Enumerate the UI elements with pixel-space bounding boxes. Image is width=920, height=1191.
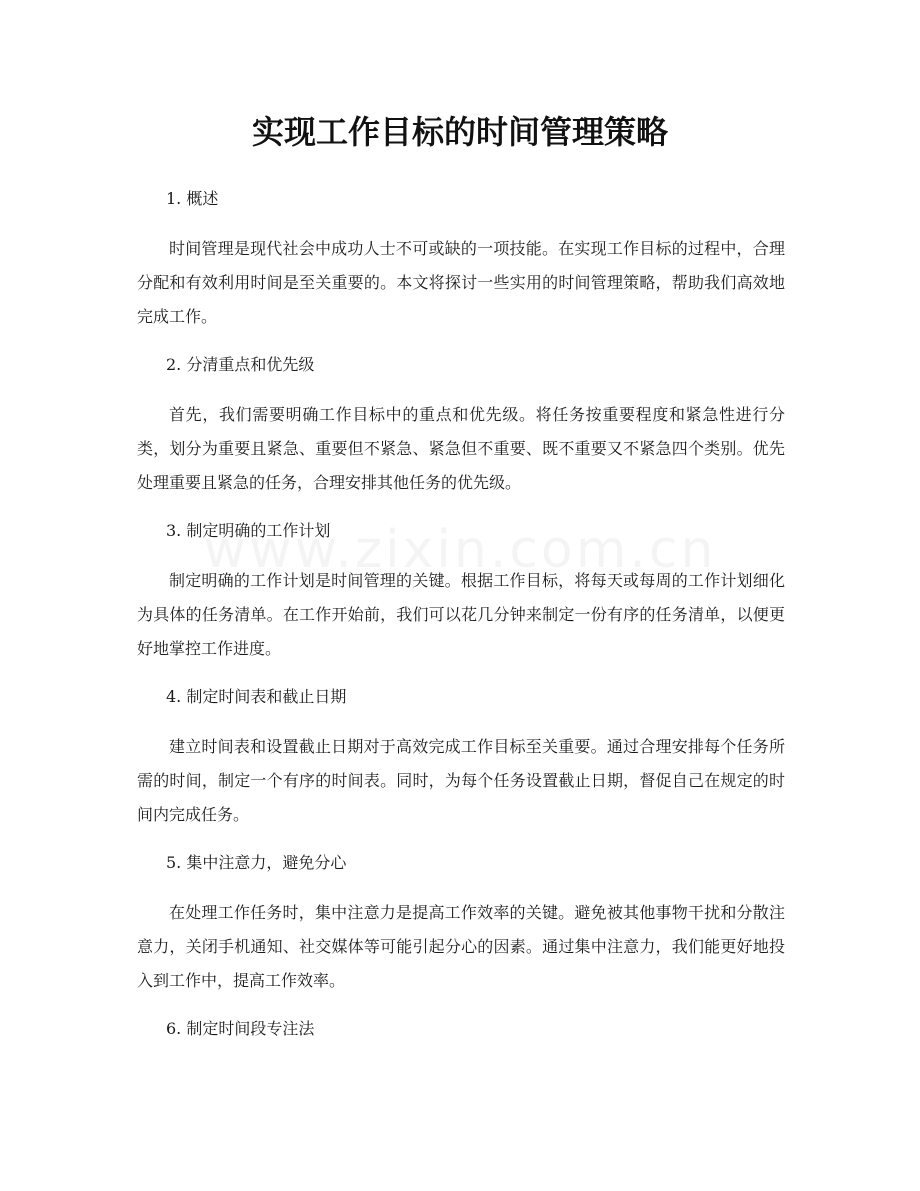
section <box>137 350 785 500</box>
section <box>137 682 785 832</box>
section-heading: 1. 概述 <box>166 189 219 208</box>
section-heading: 2. 分清重点和优先级 <box>166 355 315 374</box>
section-heading: 4. 制定时间表和截止日期 <box>166 687 347 706</box>
section-heading: 3. 制定明确的工作计划 <box>166 521 331 540</box>
section <box>137 516 785 666</box>
section-paragraph: 首先，我们需要明确工作目标中的重点和优先级。将任务按重要程度和紧急性进行分类，划分为重要且紧急、重要但不紧急、紧急但不重要、既不重要又不紧急四个类别。优先处理重要且紧急的任务，合理安排其他任务的优先级。 <box>137 405 785 492</box>
document-body <box>137 184 785 1062</box>
document-title: 实现工作目标的时间管理策略 <box>251 113 668 151</box>
section-heading: 6. 制定时间段专注法 <box>166 1019 315 1038</box>
section <box>137 184 785 334</box>
section-heading: 5. 集中注意力，避免分心 <box>166 853 347 872</box>
section-paragraph: 在处理工作任务时，集中注意力是提高工作效率的关键。避免被其他事物干扰和分散注意力，关闭手机通知、社交媒体等可能引起分心的因素。通过集中注意力，我们能更好地投入到工作中，提高工作效率。 <box>137 903 785 990</box>
section-paragraph: 时间管理是现代社会中成功人士不可或缺的一项技能。在实现工作目标的过程中，合理分配和有效利用时间是至关重要的。本文将探讨一些实用的时间管理策略，帮助我们高效地完成工作。 <box>137 239 785 326</box>
section-paragraph: 制定明确的工作计划是时间管理的关键。根据工作目标，将每天或每周的工作计划细化为具体的任务清单。在工作开始前，我们可以花几分钟来制定一份有序的任务清单，以便更好地掌控工作进度。 <box>137 571 785 658</box>
section <box>137 1014 785 1044</box>
section <box>137 848 785 998</box>
section-paragraph: 建立时间表和设置截止日期对于高效完成工作目标至关重要。通过合理安排每个任务所需的时间，制定一个有序的时间表。同时，为每个任务设置截止日期，督促自己在规定的时间内完成任务。 <box>137 737 785 824</box>
